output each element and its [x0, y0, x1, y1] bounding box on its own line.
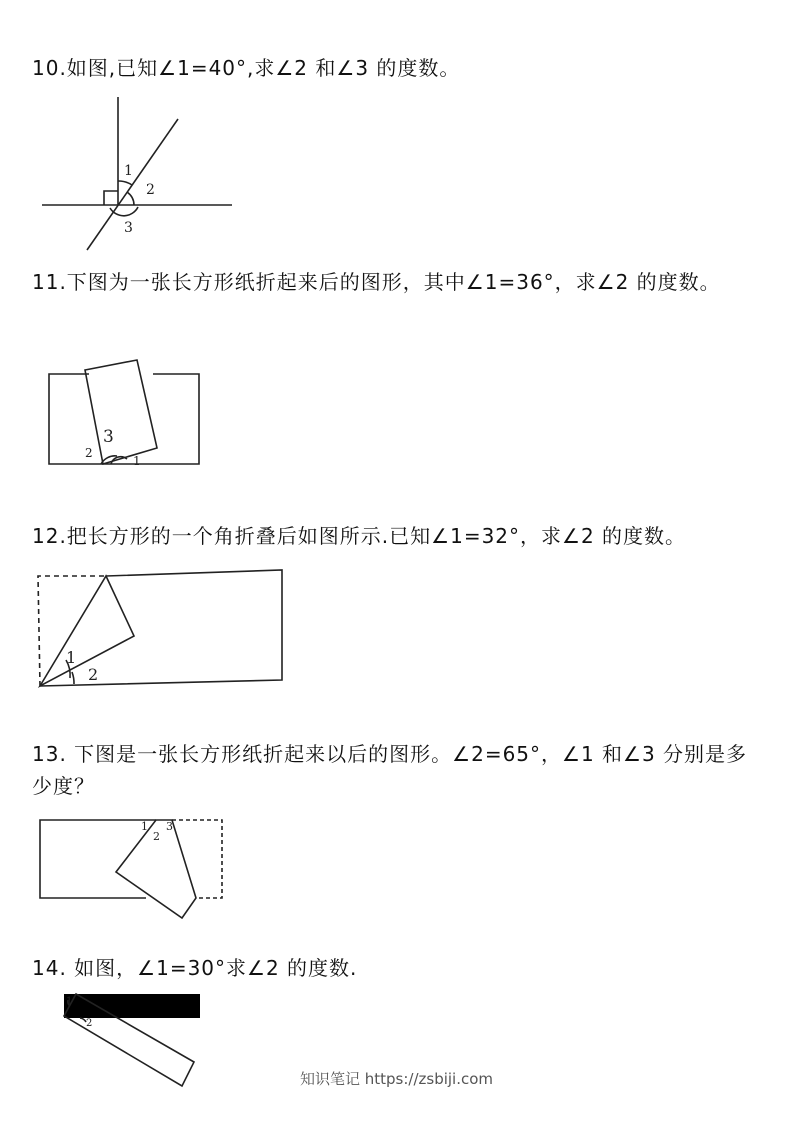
- question-10-text: 10.如图,已知∠1=40°,求∠2 和∠3 的度数。: [32, 56, 461, 80]
- folded-triangle: [40, 576, 134, 686]
- angle-label-2: 2: [153, 830, 160, 843]
- figure-10-intersecting-lines: [40, 95, 240, 255]
- angle-label-3: 3: [103, 427, 114, 447]
- angle-label-1: 1: [124, 163, 133, 179]
- figure-13-folded-strip: [36, 814, 226, 922]
- figure-11-folded-paper: [45, 358, 205, 470]
- angle-label-3: 3: [166, 820, 173, 833]
- angle-label-1: 1: [66, 648, 77, 667]
- angle-label-3: 3: [124, 220, 133, 236]
- angle-2-arc: [127, 192, 134, 205]
- footer-watermark: 知识笔记 https://zsbiji.com: [299, 1070, 494, 1088]
- paper-outline: [49, 374, 199, 464]
- figure-12-folded-corner: [34, 568, 286, 690]
- original-part-dashed: [172, 820, 222, 898]
- angle-label-1: 1: [141, 820, 148, 833]
- question-11-text: 11.下图为一张长方形纸折起来后的图形，其中∠1=36°，求∠2 的度数。: [32, 270, 721, 294]
- question-13-text: 13. 下图是一张长方形纸折起来以后的图形。∠2=65°，∠1 和∠3 分别是多少度？: [32, 742, 748, 798]
- rectangle-outline: [40, 570, 282, 686]
- question-12-text: 12.把长方形的一个角折叠后如图所示.已知∠1=32°，求∠2 的度数。: [32, 524, 687, 548]
- right-angle-mark: [104, 191, 118, 205]
- angle-label-2: 2: [85, 446, 93, 460]
- angle-1-arc: [118, 181, 132, 185]
- horizontal-strip: [64, 994, 200, 1018]
- angle-label-2: 2: [86, 1018, 93, 1029]
- angle-label-1: 1: [133, 454, 141, 468]
- angle-label-2: 2: [146, 182, 155, 198]
- angle-label-1: 1: [66, 996, 73, 1007]
- folded-strip: [85, 360, 157, 464]
- question-14-text: 14. 如图，∠1=30°求∠2 的度数.: [32, 956, 358, 980]
- angle-label-2: 2: [88, 665, 99, 684]
- rectangle-outline: [40, 820, 156, 898]
